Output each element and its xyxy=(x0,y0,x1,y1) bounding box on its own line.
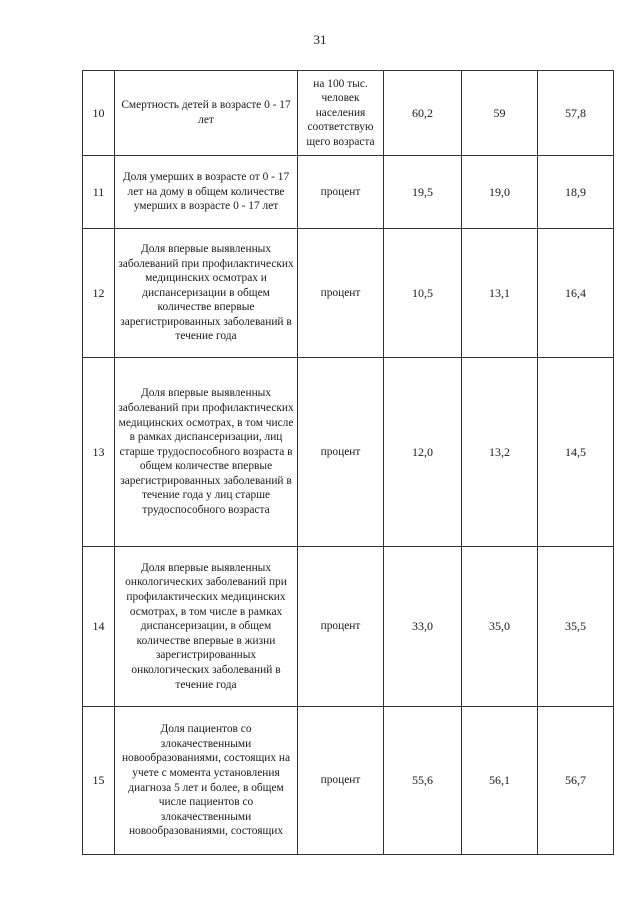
indicators-table xyxy=(82,70,614,855)
value-cell: 13,2 xyxy=(462,358,538,547)
indicator-name: Смертность детей в возрасте 0 - 17 лет xyxy=(115,71,298,156)
value-cell: 59 xyxy=(462,71,538,156)
indicator-name: Доля пациентов со злокачественными новообразованиями, состоящих на учете с момента установления диагноза 5 лет и более, в общем числе пациентов со злокачественными новообразованиями, состоящих xyxy=(115,707,298,855)
value-cell: 14,5 xyxy=(538,358,614,547)
row-number: 11 xyxy=(83,156,115,229)
value-cell: 19,0 xyxy=(462,156,538,229)
table-row xyxy=(83,358,614,547)
table-row xyxy=(83,547,614,707)
value-cell: 33,0 xyxy=(384,547,462,707)
value-cell: 35,0 xyxy=(462,547,538,707)
value-cell: 13,1 xyxy=(462,229,538,358)
row-number: 13 xyxy=(83,358,115,547)
value-cell: 16,4 xyxy=(538,229,614,358)
value-cell: 56,1 xyxy=(462,707,538,855)
value-cell: 57,8 xyxy=(538,71,614,156)
row-number: 15 xyxy=(83,707,115,855)
indicator-name: Доля умерших в возрасте от 0 - 17 лет на дому в общем количестве умерших в возрасте 0 - 17 лет xyxy=(115,156,298,229)
unit-cell: процент xyxy=(298,707,384,855)
value-cell: 18,9 xyxy=(538,156,614,229)
value-cell: 35,5 xyxy=(538,547,614,707)
indicator-name: Доля впервые выявленных онкологических заболеваний при профилактических медицинских осмотрах, в том числе в рамках диспансеризации, в общем количестве впервые в жизни зарегистрированных онкологических заболеваний в течение года xyxy=(115,547,298,707)
unit-cell: процент xyxy=(298,547,384,707)
value-cell: 19,5 xyxy=(384,156,462,229)
value-cell: 56,7 xyxy=(538,707,614,855)
row-number: 12 xyxy=(83,229,115,358)
unit-cell: процент xyxy=(298,358,384,547)
table-row xyxy=(83,71,614,156)
unit-cell: на 100 тыс. человек населения соответствую щего возраста xyxy=(298,71,384,156)
unit-cell: процент xyxy=(298,229,384,358)
indicator-name: Доля впервые выявленных заболеваний при профилактических медицинских осмотрах и диспансеризации в общем количестве впервые зарегистрированных заболеваний в течение года xyxy=(115,229,298,358)
value-cell: 60,2 xyxy=(384,71,462,156)
page-number: 31 xyxy=(313,32,327,47)
unit-cell: процент xyxy=(298,156,384,229)
table-row xyxy=(83,229,614,358)
table-row xyxy=(83,156,614,229)
value-cell: 55,6 xyxy=(384,707,462,855)
table-row xyxy=(83,707,614,855)
row-number: 14 xyxy=(83,547,115,707)
value-cell: 12,0 xyxy=(384,358,462,547)
row-number: 10 xyxy=(83,71,115,156)
value-cell: 10,5 xyxy=(384,229,462,358)
indicator-name: Доля впервые выявленных заболеваний при профилактических медицинских осмотрах, в том числе в рамках диспансеризации, лиц старше трудоспособного возраста в общем количестве впервые зарегистрированных заболеваний в течение года у лиц старше трудоспособного возраста xyxy=(115,358,298,547)
